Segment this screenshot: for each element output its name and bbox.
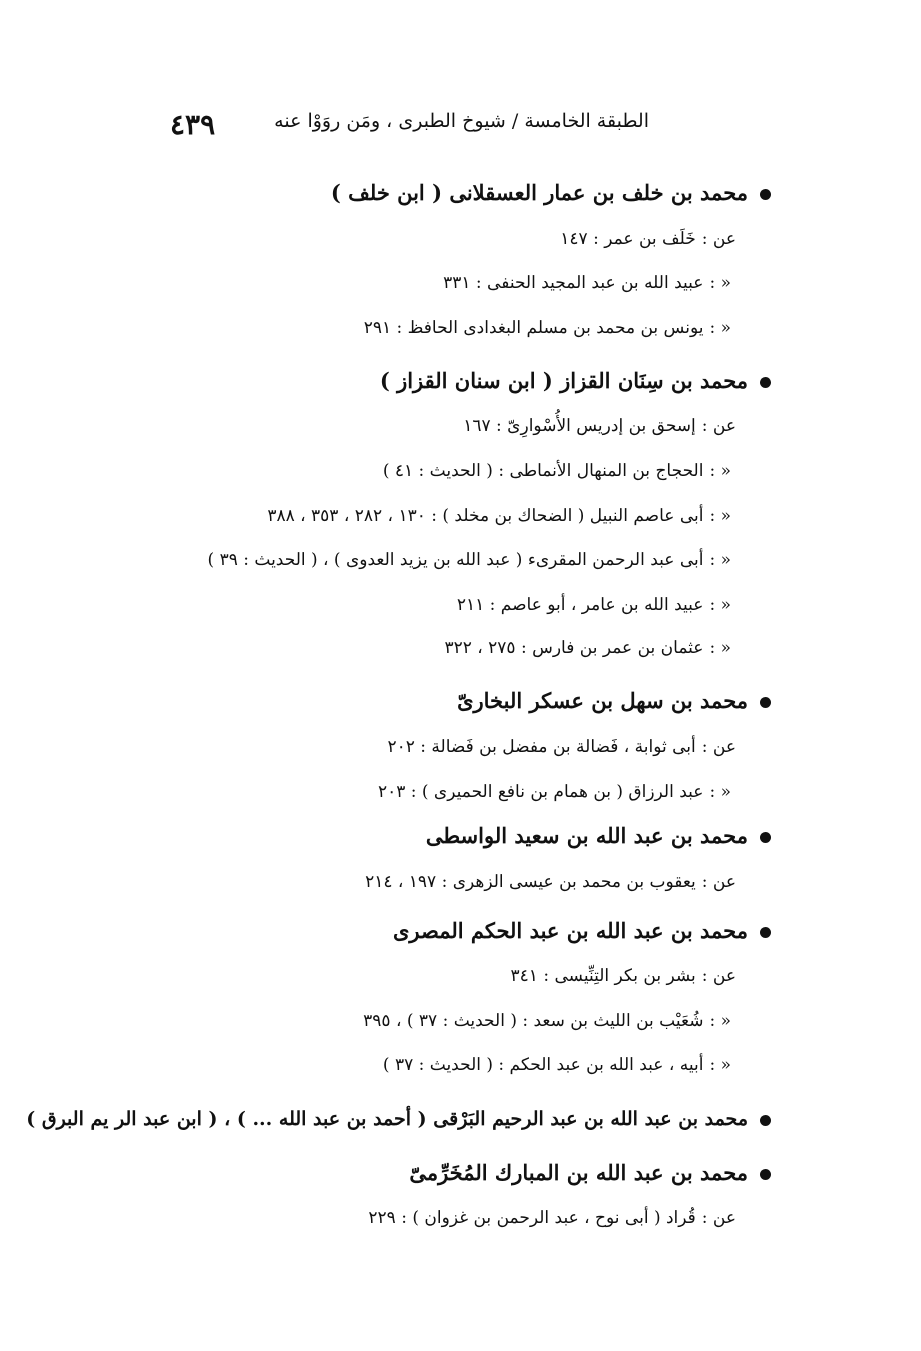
bullet-icon [760, 832, 771, 843]
line-prefix: « : [709, 595, 731, 615]
line-prefix: « : [709, 550, 731, 570]
entry-heading [380, 368, 771, 393]
bullet-icon [760, 1115, 771, 1126]
entry-name: محمد بن عبد الله بن عبد الرحيم البَرْقى ( أحمد بن عبد الله ... ) ، ( ابن عبد الر يم البرق ) [26, 1108, 748, 1130]
line-text: عبيد الله بن عامر ، أبو عاصم : ٢١١ [456, 595, 704, 615]
entry-name: محمد بن عبد الله بن سعيد الواسطى [425, 823, 748, 848]
running-header: الطبقة الخامسة / شيوخ الطبرى ، ومَن روَوْا عنه [274, 110, 649, 132]
entry-line [208, 550, 731, 570]
line-text: يونس بن محمد بن مسلم البغدادى الحافظ : ٢٩١ [363, 318, 704, 338]
line-prefix: « : [709, 273, 731, 293]
line-text: أبى عبد الرحمن المقرىء ( عبد الله بن يزيد العدوى ) ، ( الحديث : ٣٩ ) [207, 550, 704, 570]
line-text: أبى عاصم النبيل ( الضحاك بن مخلد ) : ١٣٠ ، ٢٨٢ ، ٣٥٣ ، ٣٨٨ [267, 506, 704, 526]
bullet-icon [760, 189, 771, 200]
line-prefix: عن : [701, 966, 736, 986]
line-text: عبيد الله بن عبد المجيد الحنفى : ٣٣١ [443, 273, 704, 293]
entry-name: محمد بن عبد الله بن عبد الحكم المصرى [392, 918, 748, 943]
entry-line [463, 416, 736, 436]
line-prefix: « : [709, 1055, 731, 1075]
entry-line [365, 872, 736, 892]
line-text: إسحق بن إدريس الأُسْوارِىّ : ١٦٧ [463, 416, 696, 436]
bullet-icon [760, 697, 771, 708]
entry-line [368, 1208, 736, 1228]
entry-line [444, 638, 731, 658]
entry-line [383, 1055, 731, 1075]
entry-line [387, 737, 736, 757]
entry-name: محمد بن خلف بن عمار العسقلانى ( ابن خلف ) [330, 180, 748, 205]
line-text: أبيه ، عبد الله بن عبد الحكم : ( الحديث : ٣٧ ) [382, 1055, 704, 1075]
line-prefix: « : [709, 1011, 731, 1031]
line-text: أبى ثوابة ، فَضالة بن مفضل بن فَضالة : ٢٠٢ [387, 737, 696, 757]
page-number: ٤٣٩ [170, 108, 216, 141]
entry-line [457, 595, 731, 615]
entry-name: محمد بن عبد الله بن المبارك المُخَرِّمىّ [409, 1160, 748, 1185]
line-prefix: « : [709, 461, 731, 481]
bullet-icon [760, 1169, 771, 1180]
line-prefix: عن : [701, 872, 736, 892]
entry-line [364, 318, 731, 338]
entry-heading [331, 180, 771, 205]
entry-line [383, 461, 731, 481]
line-prefix: عن : [701, 1208, 736, 1228]
entry-line [378, 782, 731, 802]
bullet-icon [760, 927, 771, 938]
entry-line [511, 966, 736, 986]
line-prefix: « : [709, 638, 731, 658]
line-text: الحجاج بن المنهال الأنماطى : ( الحديث : ٤١ ) [382, 461, 704, 481]
entry-name: محمد بن سهل بن عسكر البخارىّ [457, 688, 748, 713]
line-prefix: « : [709, 782, 731, 802]
line-prefix: « : [709, 506, 731, 526]
entry-heading [426, 823, 771, 848]
entry-line [443, 273, 731, 293]
entry-heading [409, 1160, 771, 1185]
entry-name: محمد بن سِنَان القزاز ( ابن سنان القزاز ) [379, 368, 748, 393]
entry-heading [457, 688, 771, 713]
line-text: بشر بن بكر التِنِّيسى : ٣٤١ [510, 966, 696, 986]
entry-line [363, 1011, 731, 1031]
line-text: يعقوب بن محمد بن عيسى الزهرى : ١٩٧ ، ٢١٤ [365, 872, 696, 892]
line-prefix: عن : [701, 737, 736, 757]
line-text: عبد الرزاق ( بن همام بن نافع الحميرى ) : ٢٠٣ [377, 782, 704, 802]
entry-heading [393, 918, 771, 943]
entry-line [560, 229, 736, 249]
line-prefix: « : [709, 318, 731, 338]
bullet-icon [760, 377, 771, 388]
line-text: خَلَف بن عمر : ١٤٧ [560, 229, 696, 249]
entry-heading [26, 1108, 771, 1130]
line-prefix: عن : [701, 416, 736, 436]
line-text: شُعَيْب بن الليث بن سعد : ( الحديث : ٣٧ ) ، ٣٩٥ [363, 1011, 704, 1031]
line-text: قُراد ( أبى نوح ، عبد الرحمن بن غزوان ) : ٢٢٩ [368, 1208, 696, 1228]
entry-line [267, 506, 731, 526]
line-prefix: عن : [701, 229, 736, 249]
line-text: عثمان بن عمر بن فارس : ٢٧٥ ، ٣٢٢ [444, 638, 704, 658]
